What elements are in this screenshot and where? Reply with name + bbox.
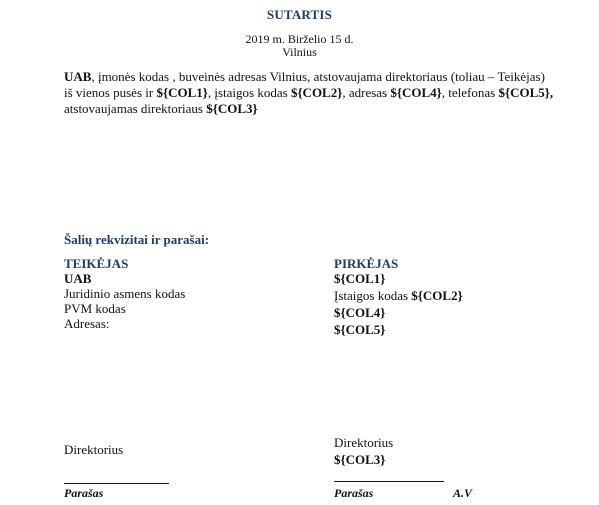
buyer-code-label: Įstaigos kodas [334, 288, 412, 303]
intro-line-3 [64, 101, 258, 117]
supplier-heading: TEIKĖJAS [64, 256, 129, 271]
stamp-label: A.V [453, 486, 473, 500]
placeholder-col1: ${COL1} [156, 85, 208, 100]
supplier-address-label: Adresas: [64, 316, 110, 331]
buyer-col4: ${COL4} [334, 305, 386, 320]
contract-city: Vilnius [282, 45, 317, 59]
buyer-director-value: ${COL3} [334, 452, 386, 467]
intro-text: , adresas [342, 85, 391, 100]
buyer-col5: ${COL5} [334, 322, 386, 337]
placeholder-col5: ${COL5} [498, 85, 550, 100]
buyer-signature-label: Parašas [334, 486, 374, 500]
intro-line-2 [64, 85, 553, 101]
buyer-signature-line [334, 481, 444, 482]
supplier-vat-label: PVM kodas [64, 301, 126, 316]
supplier-director-label: Direktorius [64, 442, 124, 457]
buyer-col2: ${COL2} [411, 288, 463, 303]
supplier-signature-label: Parašas [64, 486, 104, 500]
intro-text: atstovaujamas direktoriaus [64, 101, 207, 116]
document-title: SUTARTIS [266, 7, 333, 22]
supplier-company: UAB [64, 271, 92, 286]
buyer-code-row [334, 288, 463, 303]
intro-text: , telefonas [441, 85, 499, 100]
placeholder-col3: ${COL3} [206, 101, 258, 116]
supplier-signature-line [64, 483, 169, 484]
requisites-title: Šalių rekvizitai ir parašai: [64, 232, 210, 247]
intro-line1-text: , įmonės kodas , buveinės adresas Vilnius, atstovaujama direktoriaus (toliau – Teikėjas) [91, 69, 545, 84]
placeholder-col4: ${COL4} [390, 85, 442, 100]
intro-text: , įstaigos kodas [207, 85, 291, 100]
buyer-director-label: Direktorius [334, 435, 394, 450]
intro-text: , [549, 85, 554, 100]
contract-date: 2019 m. Birželio 15 d. [245, 32, 354, 46]
placeholder-col2: ${COL2} [290, 85, 343, 100]
intro-text: iš vienos pusės ir [64, 85, 157, 100]
buyer-heading: PIRKĖJAS [334, 256, 399, 271]
supplier-code-label: Juridinio asmens kodas [64, 286, 186, 301]
intro-line-1 [64, 69, 545, 85]
intro-company: UAB [64, 69, 92, 84]
buyer-col1: ${COL1} [334, 271, 386, 286]
